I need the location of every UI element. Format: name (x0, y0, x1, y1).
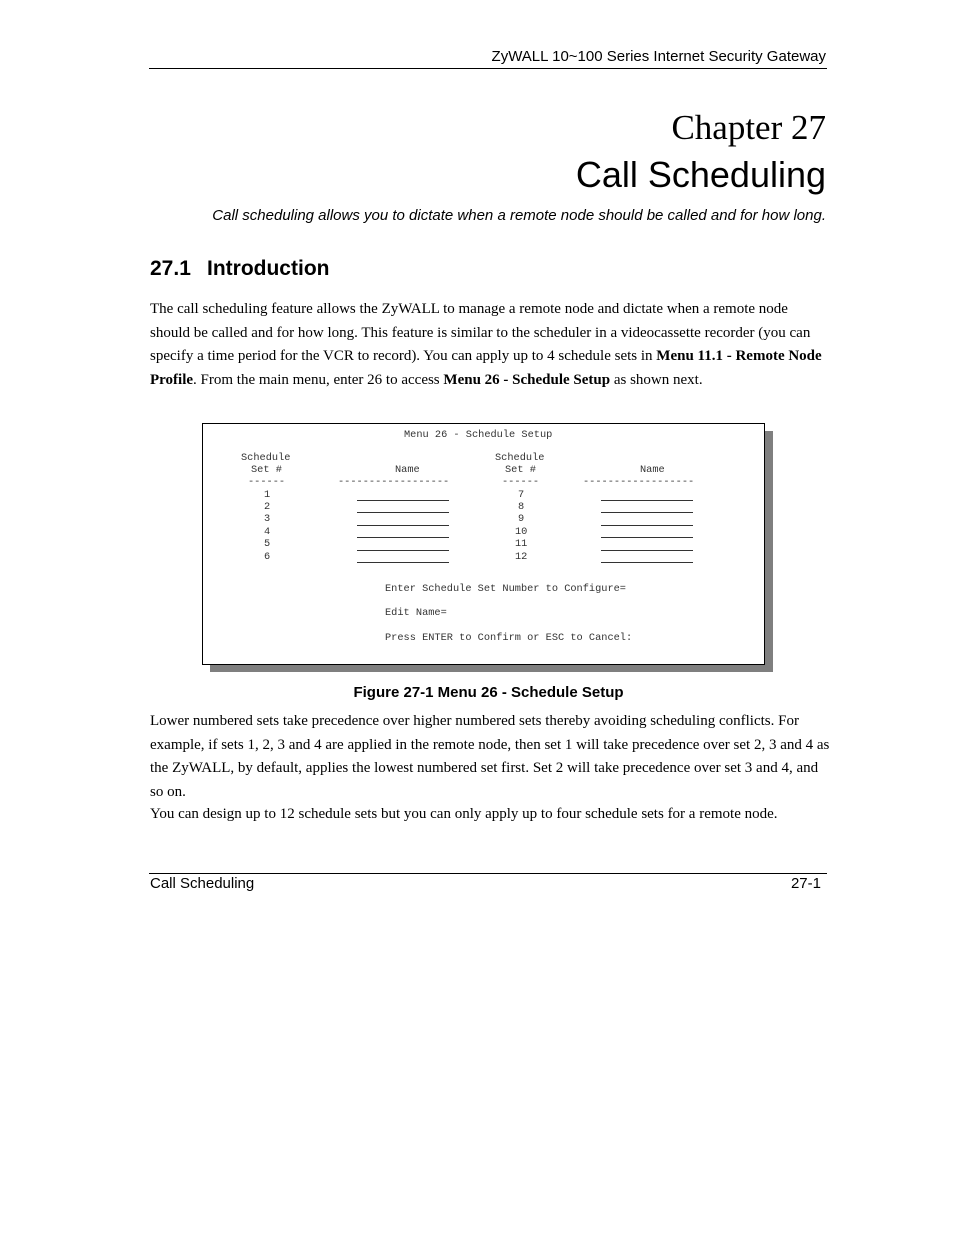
right-set-number: 10 (515, 525, 528, 538)
right-set-number: 8 (518, 500, 525, 513)
right-set-divider: ------ (502, 476, 540, 488)
intro-text-2: . From the main menu, enter 26 to access (193, 371, 444, 388)
left-set-number: 4 (264, 525, 271, 538)
screen-title: Menu 26 - Schedule Setup (404, 429, 553, 441)
left-set-number: 2 (264, 500, 271, 513)
precedence-paragraph: Lower numbered sets take precedence over higher numbered sets thereby avoiding scheduling conflicts. For example, if sets 1, 2, 3 and 4 are applied in the remote node, then set 1 will take precedence over set 2, 3 and 4 as the ZyWALL, by default, applies the lowest numbered set first. Set 2 will take precedence over set 3 and 4, and so on. (150, 713, 830, 800)
right-schedule-header: Schedule (495, 452, 545, 464)
footer-chapter-name: Call Scheduling (150, 875, 255, 892)
chapter-summary: Call scheduling allows you to dictate when a remote node should be called and for how long. (212, 207, 826, 224)
right-name-header: Name (640, 464, 665, 476)
right-name-field[interactable] (601, 500, 693, 501)
left-name-field[interactable] (357, 550, 449, 551)
left-set-number: 3 (264, 513, 271, 526)
header-rule (149, 68, 827, 69)
section-title: Introduction (207, 257, 330, 280)
left-set-number: 5 (264, 538, 271, 551)
intro-text-1: The call scheduling feature allows the ZyWALL to manage a remote node and dictate when a remote node should be called and for how long. This feature is similar to the scheduler in a videocassette recorder (you can specify a time period for the VCR to record). You can apply up to 4 schedule sets in (150, 301, 811, 364)
configure-prompt[interactable]: Enter Schedule Set Number to Configure= (385, 583, 626, 595)
right-set-number: 12 (515, 550, 528, 563)
left-name-field[interactable] (357, 562, 449, 563)
left-set-number: 1 (264, 488, 271, 501)
right-name-field[interactable] (601, 512, 693, 513)
page-number: 27-1 (790, 875, 821, 892)
right-set-header: Set # (505, 464, 536, 476)
left-name-divider: ------------------ (338, 476, 450, 488)
chapter-number: Chapter 27 (671, 108, 826, 147)
left-name-field[interactable] (357, 537, 449, 538)
figure-caption: Figure 27-1 Menu 26 - Schedule Setup (353, 684, 624, 701)
footer-rule (149, 873, 827, 874)
confirm-prompt: Press ENTER to Confirm or ESC to Cancel: (385, 632, 633, 644)
right-name-field[interactable] (601, 562, 693, 563)
limit-paragraph: You can design up to 12 schedule sets but you can only apply up to four schedule sets for a remote node. (150, 806, 778, 822)
left-name-field[interactable] (357, 512, 449, 513)
right-name-field[interactable] (601, 525, 693, 526)
menu-26-reference: Menu 26 - Schedule Setup (443, 371, 611, 388)
chapter-title: Call Scheduling (575, 154, 826, 195)
left-set-divider: ------ (248, 476, 286, 488)
right-name-divider: ------------------ (583, 476, 695, 488)
right-set-number: 7 (518, 488, 525, 501)
right-name-field[interactable] (601, 537, 693, 538)
left-set-number: 6 (264, 550, 271, 563)
left-name-header: Name (395, 464, 420, 476)
intro-text-3: as shown next. (610, 371, 703, 388)
left-schedule-header: Schedule (241, 452, 291, 464)
left-set-header: Set # (251, 464, 282, 476)
menu-screen (202, 423, 765, 665)
section-number: 27.1 (150, 257, 191, 280)
right-set-number: 9 (518, 513, 525, 526)
edit-name-prompt[interactable]: Edit Name= (385, 607, 447, 619)
left-name-field[interactable] (357, 500, 449, 501)
right-name-field[interactable] (601, 550, 693, 551)
running-header: ZyWALL 10~100 Series Internet Security Gateway (491, 48, 826, 65)
left-name-field[interactable] (357, 525, 449, 526)
section-heading (150, 257, 329, 281)
right-set-number: 11 (515, 538, 528, 551)
intro-paragraph (150, 298, 830, 392)
menu-11-1-reference: Menu 11.1 - Remote Node Profile (150, 348, 822, 388)
